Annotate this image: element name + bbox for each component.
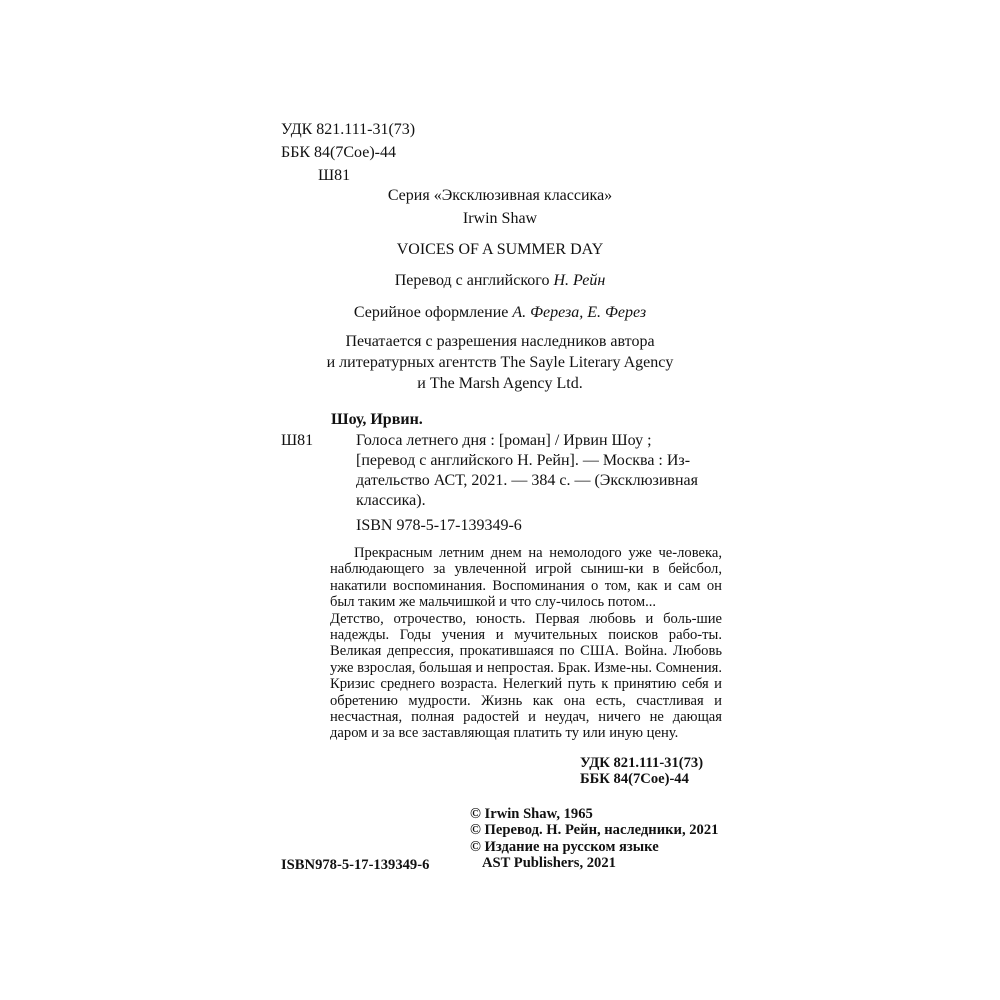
translator-name: Н. Рейн xyxy=(553,272,606,289)
author-mark: Ш81 xyxy=(318,167,351,184)
annotation-udk: УДК 821.111-31(73) xyxy=(580,755,704,771)
translation-prefix: Перевод с английского xyxy=(394,272,554,289)
annotation xyxy=(330,545,722,742)
design-line xyxy=(280,302,720,324)
series-line xyxy=(280,185,720,207)
series-prefix: Серия xyxy=(387,187,434,204)
permission-line-2: и литературных агентств The Sayle Literary Agency xyxy=(326,354,674,371)
annotation-paragraph-2: Детство, отрочество, юность. Первая любовь и боль-шие надежды. Годы учения и мучительных поисков рабо-ты. Великая депрессия, прокатившаяся по США. Война. Любовь уже взрослая, большая и непростая. Брак. Изме-ны. Сомнения. Кризис среднего возраста. Нелегкий путь к принятию себя и обретению мудрости. Жизнь как она есть, счастливая и несчастная, полная радостей и неудач, ничего не дающая даром и за все заставляющая платить ту или иную цену. xyxy=(330,610,722,742)
design-prefix: Серийное оформление xyxy=(353,304,513,321)
annotation-bbk: ББК 84(7Сое)-44 xyxy=(580,771,689,788)
permission-line-3: и The Marsh Agency Ltd. xyxy=(417,375,583,392)
copyright-line-3: © Издание на русском языке xyxy=(470,838,659,855)
catalog-isbn: ISBN 978-5-17-139349-6 xyxy=(356,517,522,534)
annotation-codes xyxy=(580,755,703,788)
copyright-block xyxy=(470,806,718,872)
catalog-author: Шоу, Ирвин. xyxy=(331,411,423,428)
catalog-line-4: классика). xyxy=(356,492,426,509)
series-name: «Эксклюзивная классика» xyxy=(433,187,613,204)
author-en: Irwin Shaw xyxy=(462,210,538,227)
udk-code: УДК 821.111-31(73) xyxy=(281,121,416,138)
translation-line xyxy=(280,270,720,292)
catalog-line-1: Голоса летнего дня : [роман] / Ирвин Шоу ; xyxy=(356,432,652,449)
isbn-bottom: ISBN978-5-17-139349-6 xyxy=(281,857,430,873)
catalog-line-2: [перевод с английского Н. Рейн]. — Москва : Из- xyxy=(356,452,691,469)
catalog-line-3: дательство АСТ, 2021. — 384 с. — (Эксклюзивная xyxy=(356,472,698,489)
designer-names: А. Фереза, Е. Ферез xyxy=(512,304,647,321)
title-en: VOICES OF A SUMMER DAY xyxy=(396,241,604,258)
annotation-paragraph-1: Прекрасным летним днем на немолодого уже че-ловека, наблюдающего за увлеченной игрой сыниш-ки в бейсбол, накатили воспоминания. Воспоминания о том, как и сам он был таким же мальчишкой и что слу-чилось потом... xyxy=(330,545,722,611)
catalog-description xyxy=(356,431,722,511)
permission-line-1: Печатается с разрешения наследников автора xyxy=(345,333,655,350)
copyright-line-4: AST Publishers, 2021 xyxy=(482,855,616,872)
catalog-code: Ш81 xyxy=(281,432,314,449)
copyright-line-1: © Irwin Shaw, 1965 xyxy=(470,806,593,822)
copyright-line-2: © Перевод. Н. Рейн, наследники, 2021 xyxy=(470,822,719,839)
bbk-code: ББК 84(7Сое)-44 xyxy=(281,144,396,161)
